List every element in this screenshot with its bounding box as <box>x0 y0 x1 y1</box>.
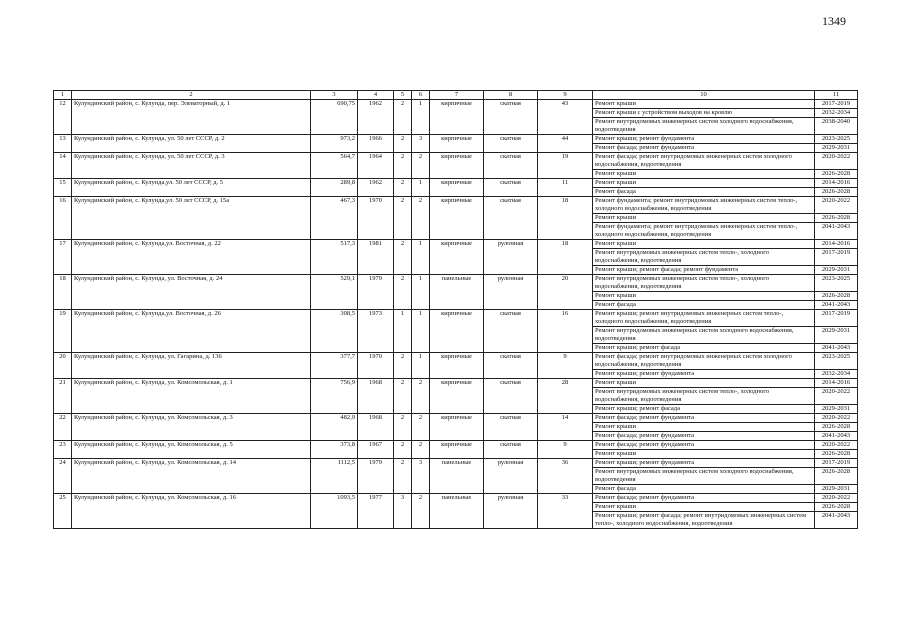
work-description-cell: Ремонт крыши <box>593 379 815 388</box>
table-row <box>54 153 858 170</box>
address-cell: Кулундинский район, с. Кулунда, ул. Комсомольская, д. 14 <box>72 459 311 494</box>
walls-material-cell: кирпичные <box>430 100 484 135</box>
table-row <box>54 197 858 214</box>
area-cell: 973,2 <box>311 135 358 153</box>
address-cell: Кулундинский район, с. Кулунда, ул. Восточная, д. 24 <box>72 275 311 310</box>
work-description-cell: Ремонт фасада; ремонт внутридомовых инженерных систем холодного водоснабжения, водоотведения <box>593 353 815 370</box>
floors-cell: 2 <box>394 197 412 240</box>
work-period-cell: 2014-2016 <box>815 240 858 249</box>
roof-type-cell: скатная <box>484 179 538 197</box>
work-period-cell: 2023-2025 <box>815 353 858 370</box>
walls-material-cell: панельные <box>430 275 484 310</box>
work-period-cell: 2020-2022 <box>815 414 858 423</box>
work-description-cell: Ремонт фундамента; ремонт внутридомовых инженерных систем тепло-, холодного водоснабжения, водоотведения <box>593 197 815 214</box>
work-description-cell: Ремонт крыши <box>593 240 815 249</box>
year-cell: 1970 <box>358 353 394 379</box>
row-number: 25 <box>54 494 72 529</box>
entrances-cell: 3 <box>412 459 430 494</box>
area-cell: 529,1 <box>311 275 358 310</box>
work-description-cell: Ремонт крыши с устройством выходов на кровлю <box>593 109 815 118</box>
work-description-cell: Ремонт крыши; ремонт фасада <box>593 344 815 353</box>
walls-material-cell: кирпичные <box>430 135 484 153</box>
floors-cell: 3 <box>394 494 412 529</box>
year-cell: 1970 <box>358 197 394 240</box>
floors-cell: 2 <box>394 275 412 310</box>
table-row <box>54 353 858 370</box>
floors-cell: 2 <box>394 379 412 414</box>
apartments-cell: 14 <box>538 414 593 441</box>
work-description-cell: Ремонт фасада <box>593 188 815 197</box>
address-cell: Кулундинский район, с. Кулунда,ул. 50 лет СССР, д. 5 <box>72 179 311 197</box>
walls-material-cell: кирпичные <box>430 441 484 459</box>
table-row <box>54 379 858 388</box>
entrances-cell: 2 <box>412 494 430 529</box>
work-period-cell: 2029-2031 <box>815 405 858 414</box>
year-cell: 1979 <box>358 459 394 494</box>
apartments-cell: 9 <box>538 353 593 379</box>
work-description-cell: Ремонт крыши; ремонт фасада; ремонт внутридомовых инженерных систем тепло-, холодного водоснабжения, водоотведения <box>593 512 815 529</box>
work-period-cell: 2017-2019 <box>815 249 858 266</box>
work-period-cell: 2014-2016 <box>815 179 858 188</box>
work-description-cell: Ремонт внутридомовых инженерных систем холодного водоснабжения, водоотведения <box>593 468 815 485</box>
apartments-cell: 20 <box>538 275 593 310</box>
work-description-cell: Ремонт фасада <box>593 301 815 310</box>
column-header: 6 <box>412 91 430 100</box>
entrances-cell: 1 <box>412 310 430 353</box>
apartments-cell: 19 <box>538 153 593 179</box>
area-cell: 289,8 <box>311 179 358 197</box>
entrances-cell: 2 <box>412 379 430 414</box>
work-description-cell: Ремонт фасада; ремонт фундамента <box>593 414 815 423</box>
work-description-cell: Ремонт фасада; ремонт внутридомовых инженерных систем холодного водоснабжения, водоотведения <box>593 153 815 170</box>
table-row <box>54 179 858 188</box>
apartments-cell: 18 <box>538 197 593 240</box>
work-description-cell: Ремонт внутридомовых инженерных систем тепло-, холодного водоснабжения, водоотведения <box>593 388 815 405</box>
column-header: 7 <box>430 91 484 100</box>
year-cell: 1967 <box>358 441 394 459</box>
column-header: 5 <box>394 91 412 100</box>
work-description-cell: Ремонт фундамента; ремонт внутридомовых инженерных систем тепло-, холодного водоснабжения, водоотведения <box>593 223 815 240</box>
work-period-cell: 2026-2028 <box>815 450 858 459</box>
roof-type-cell: рулонная <box>484 275 538 310</box>
entrances-cell: 2 <box>412 153 430 179</box>
row-number: 19 <box>54 310 72 353</box>
row-number: 16 <box>54 197 72 240</box>
table-row <box>54 275 858 292</box>
work-period-cell: 2026-2028 <box>815 170 858 179</box>
floors-cell: 2 <box>394 441 412 459</box>
entrances-cell: 1 <box>412 353 430 379</box>
walls-material-cell: панельные <box>430 494 484 529</box>
table-row <box>54 414 858 423</box>
work-description-cell: Ремонт крыши <box>593 179 815 188</box>
year-cell: 1964 <box>358 153 394 179</box>
year-cell: 1979 <box>358 275 394 310</box>
work-period-cell: 2041-2043 <box>815 432 858 441</box>
work-period-cell: 2023-2025 <box>815 135 858 144</box>
header-row <box>54 91 858 100</box>
table-row <box>54 310 858 327</box>
area-cell: 690,75 <box>311 100 358 135</box>
address-cell: Кулундинский район, с. Кулунда,ул. 50 лет СССР, д. 15а <box>72 197 311 240</box>
table-row <box>54 441 858 450</box>
address-cell: Кулундинский район, с. Кулунда, ул. 50 лет СССР, д. 2 <box>72 135 311 153</box>
work-period-cell: 2032-2034 <box>815 109 858 118</box>
area-cell: 1112,5 <box>311 459 358 494</box>
work-description-cell: Ремонт крыши <box>593 292 815 301</box>
roof-type-cell: скатная <box>484 441 538 459</box>
floors-cell: 2 <box>394 179 412 197</box>
work-period-cell: 2041-2043 <box>815 223 858 240</box>
work-period-cell: 2020-2022 <box>815 153 858 170</box>
column-header: 9 <box>538 91 593 100</box>
work-description-cell: Ремонт внутридомовых инженерных систем холодного водоснабжения, водоотведения <box>593 327 815 344</box>
table-row <box>54 494 858 503</box>
column-header: 3 <box>311 91 358 100</box>
work-period-cell: 2029-2031 <box>815 144 858 153</box>
work-period-cell: 2023-2025 <box>815 275 858 292</box>
area-cell: 377,7 <box>311 353 358 379</box>
roof-type-cell: скатная <box>484 353 538 379</box>
address-cell: Кулундинский район, с. Кулунда, ул. Комсомольская, д. 3 <box>72 414 311 441</box>
walls-material-cell: кирпичные <box>430 197 484 240</box>
work-period-cell: 2026-2028 <box>815 503 858 512</box>
entrances-cell: 1 <box>412 100 430 135</box>
work-description-cell: Ремонт внутридомовых инженерных систем холодного водоснабжения, водоотведения <box>593 118 815 135</box>
year-cell: 1981 <box>358 240 394 275</box>
row-number: 18 <box>54 275 72 310</box>
year-cell: 1968 <box>358 379 394 414</box>
work-period-cell: 2026-2028 <box>815 188 858 197</box>
work-period-cell: 2029-2031 <box>815 485 858 494</box>
address-cell: Кулундинский район, с. Кулунда,ул. Восточная, д. 26 <box>72 310 311 353</box>
work-period-cell: 2038-2040 <box>815 118 858 135</box>
floors-cell: 2 <box>394 100 412 135</box>
column-header: 4 <box>358 91 394 100</box>
area-cell: 564,7 <box>311 153 358 179</box>
entrances-cell: 1 <box>412 275 430 310</box>
year-cell: 1962 <box>358 179 394 197</box>
work-description-cell: Ремонт крыши <box>593 423 815 432</box>
work-description-cell: Ремонт фасада; ремонт фундамента <box>593 432 815 441</box>
area-cell: 1093,5 <box>311 494 358 529</box>
work-description-cell: Ремонт крыши <box>593 503 815 512</box>
area-cell: 517,3 <box>311 240 358 275</box>
walls-material-cell: кирпичные <box>430 379 484 414</box>
roof-type-cell: скатная <box>484 100 538 135</box>
apartments-cell: 44 <box>538 135 593 153</box>
apartments-cell: 18 <box>538 240 593 275</box>
address-cell: Кулундинский район, с. Кулунда, ул. Комсомольская, д. 5 <box>72 441 311 459</box>
capital-repair-table <box>53 90 858 529</box>
apartments-cell: 11 <box>538 179 593 197</box>
walls-material-cell: кирпичные <box>430 179 484 197</box>
entrances-cell: 1 <box>412 179 430 197</box>
floors-cell: 2 <box>394 353 412 379</box>
year-cell: 1966 <box>358 135 394 153</box>
apartments-cell: 33 <box>538 494 593 529</box>
work-period-cell: 2017-2019 <box>815 100 858 109</box>
work-description-cell: Ремонт крыши; ремонт внутридомовых инженерных систем тепло-, холодного водоснабжения, водоотведения <box>593 310 815 327</box>
entrances-cell: 2 <box>412 414 430 441</box>
entrances-cell: 2 <box>412 197 430 240</box>
work-period-cell: 2041-2043 <box>815 512 858 529</box>
floors-cell: 2 <box>394 135 412 153</box>
roof-type-cell: скатная <box>484 379 538 414</box>
year-cell: 1968 <box>358 414 394 441</box>
walls-material-cell: кирпичные <box>430 310 484 353</box>
work-description-cell: Ремонт фасада; ремонт фундамента <box>593 441 815 450</box>
work-period-cell: 2029-2031 <box>815 266 858 275</box>
year-cell: 1977 <box>358 494 394 529</box>
work-description-cell: Ремонт крыши; ремонт фундамента <box>593 135 815 144</box>
area-cell: 756,9 <box>311 379 358 414</box>
roof-type-cell: скатная <box>484 135 538 153</box>
column-header: 11 <box>815 91 858 100</box>
address-cell: Кулундинский район, с. Кулунда,ул. Восточная, д. 22 <box>72 240 311 275</box>
work-period-cell: 2041-2043 <box>815 301 858 310</box>
floors-cell: 2 <box>394 240 412 275</box>
work-period-cell: 2026-2028 <box>815 468 858 485</box>
row-number: 13 <box>54 135 72 153</box>
work-period-cell: 2041-2043 <box>815 344 858 353</box>
apartments-cell: 9 <box>538 441 593 459</box>
apartments-cell: 16 <box>538 310 593 353</box>
floors-cell: 2 <box>394 153 412 179</box>
table-row <box>54 100 858 109</box>
row-number: 24 <box>54 459 72 494</box>
roof-type-cell: рулонная <box>484 459 538 494</box>
work-description-cell: Ремонт крыши; ремонт фасада <box>593 405 815 414</box>
work-period-cell: 2020-2022 <box>815 494 858 503</box>
floors-cell: 2 <box>394 459 412 494</box>
work-description-cell: Ремонт крыши <box>593 100 815 109</box>
column-header: 1 <box>54 91 72 100</box>
address-cell: Кулундинский район, с. Кулунда, ул. Гагарина, д. 136 <box>72 353 311 379</box>
work-period-cell: 2017-2019 <box>815 310 858 327</box>
roof-type-cell: скатная <box>484 153 538 179</box>
work-description-cell: Ремонт фасада <box>593 485 815 494</box>
work-description-cell: Ремонт крыши <box>593 450 815 459</box>
area-cell: 482,9 <box>311 414 358 441</box>
work-description-cell: Ремонт крыши <box>593 214 815 223</box>
roof-type-cell: рулонная <box>484 240 538 275</box>
row-number: 15 <box>54 179 72 197</box>
work-description-cell: Ремонт крыши; ремонт фундамента <box>593 459 815 468</box>
work-description-cell: Ремонт внутридомовых инженерных систем тепло-, холодного водоснабжения, водоотведения <box>593 275 815 292</box>
work-description-cell: Ремонт крыши <box>593 170 815 179</box>
roof-type-cell: рулонная <box>484 494 538 529</box>
work-description-cell: Ремонт внутридомовых инженерных систем тепло-, холодного водоснабжения, водоотведения <box>593 249 815 266</box>
address-cell: Кулундинский район, с. Кулунда, ул. 50 лет СССР, д. 3 <box>72 153 311 179</box>
row-number: 14 <box>54 153 72 179</box>
row-number: 23 <box>54 441 72 459</box>
column-header: 8 <box>484 91 538 100</box>
apartments-cell: 43 <box>538 100 593 135</box>
work-period-cell: 2020-2022 <box>815 388 858 405</box>
address-cell: Кулундинский район, с. Кулунда, ул. Комсомольская, д. 16 <box>72 494 311 529</box>
area-cell: 467,3 <box>311 197 358 240</box>
column-header: 10 <box>593 91 815 100</box>
table-row <box>54 135 858 144</box>
roof-type-cell: скатная <box>484 310 538 353</box>
row-number: 17 <box>54 240 72 275</box>
work-period-cell: 2032-2034 <box>815 370 858 379</box>
page-number: 1349 <box>822 14 846 28</box>
walls-material-cell: панельные <box>430 459 484 494</box>
column-header: 2 <box>72 91 311 100</box>
work-description-cell: Ремонт крыши; ремонт фасада; ремонт фундамента <box>593 266 815 275</box>
row-number: 20 <box>54 353 72 379</box>
walls-material-cell: кирпичные <box>430 414 484 441</box>
year-cell: 1973 <box>358 310 394 353</box>
address-cell: Кулундинский район, с. Кулунда, пер. Элеваторный, д. 1 <box>72 100 311 135</box>
walls-material-cell: кирпичные <box>430 240 484 275</box>
work-description-cell: Ремонт фасада; ремонт фундамента <box>593 494 815 503</box>
area-cell: 308,5 <box>311 310 358 353</box>
work-period-cell: 2029-2031 <box>815 327 858 344</box>
work-period-cell: 2026-2028 <box>815 423 858 432</box>
work-description-cell: Ремонт крыши; ремонт фундамента <box>593 370 815 379</box>
apartments-cell: 28 <box>538 379 593 414</box>
table-body <box>54 100 858 529</box>
walls-material-cell: кирпичные <box>430 353 484 379</box>
area-cell: 373,8 <box>311 441 358 459</box>
walls-material-cell: кирпичные <box>430 153 484 179</box>
work-period-cell: 2017-2019 <box>815 459 858 468</box>
row-number: 22 <box>54 414 72 441</box>
row-number: 12 <box>54 100 72 135</box>
work-period-cell: 2014-2016 <box>815 379 858 388</box>
table-row <box>54 459 858 468</box>
entrances-cell: 3 <box>412 135 430 153</box>
apartments-cell: 36 <box>538 459 593 494</box>
work-period-cell: 2026-2028 <box>815 214 858 223</box>
floors-cell: 1 <box>394 310 412 353</box>
entrances-cell: 1 <box>412 240 430 275</box>
work-period-cell: 2020-2022 <box>815 441 858 450</box>
work-period-cell: 2026-2028 <box>815 292 858 301</box>
entrances-cell: 2 <box>412 441 430 459</box>
year-cell: 1962 <box>358 100 394 135</box>
work-description-cell: Ремонт фасада; ремонт фундамента <box>593 144 815 153</box>
address-cell: Кулундинский район, с. Кулунда, ул. Комсомольская, д. 1 <box>72 379 311 414</box>
row-number: 21 <box>54 379 72 414</box>
roof-type-cell: скатная <box>484 414 538 441</box>
table-row <box>54 240 858 249</box>
roof-type-cell: скатная <box>484 197 538 240</box>
work-period-cell: 2020-2022 <box>815 197 858 214</box>
floors-cell: 2 <box>394 414 412 441</box>
